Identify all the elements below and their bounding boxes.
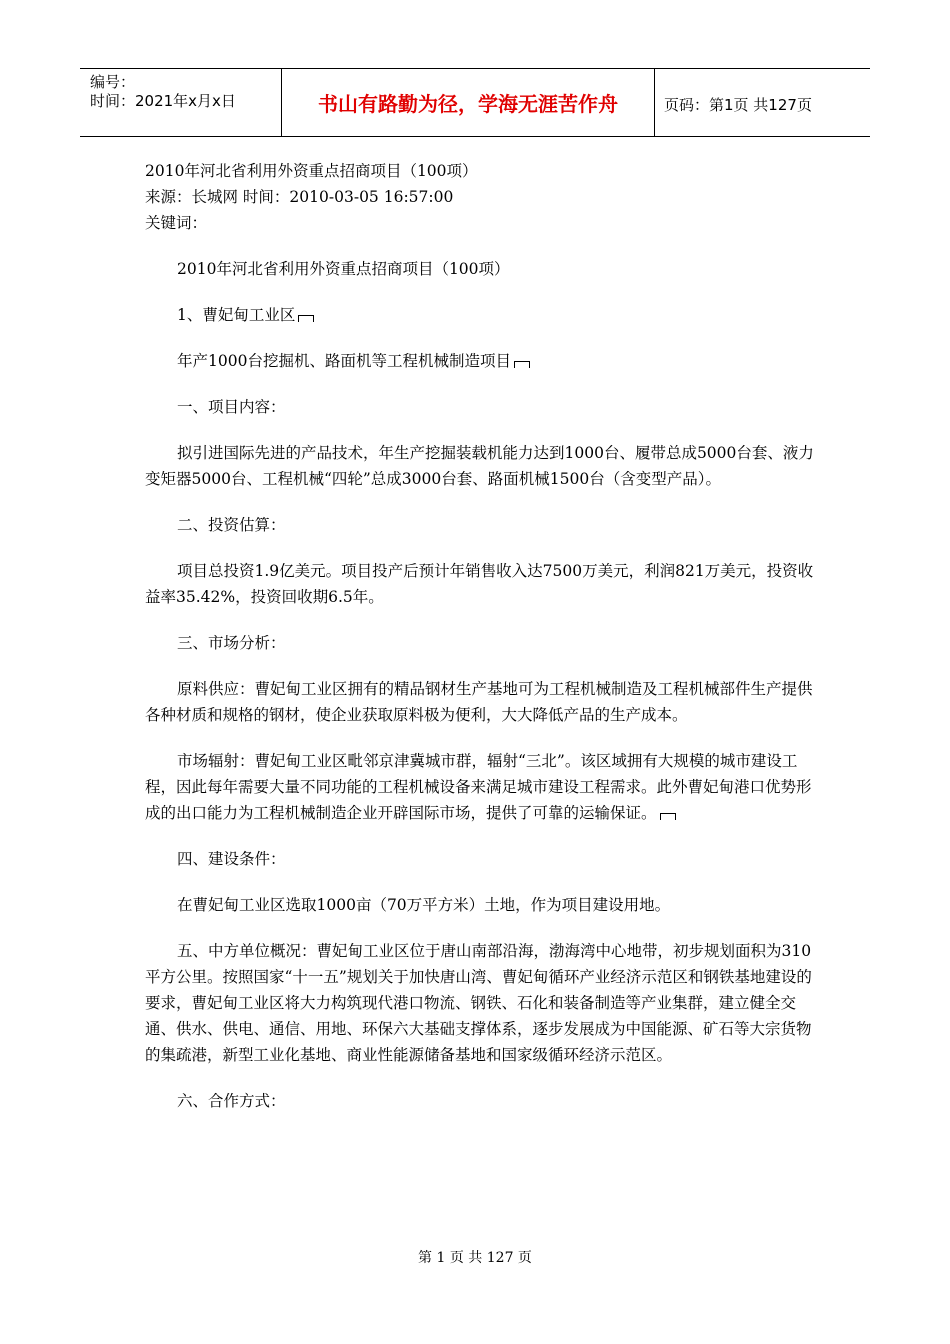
page-header xyxy=(80,68,870,137)
time-label: 时间：2021年x月x日 xyxy=(90,92,236,110)
section-body: 在曹妃甸工业区选取1000亩（70万平方米）土地，作为项目建设用地。 xyxy=(177,896,671,914)
motto: 书山有路勤为径，学海无涯苦作舟 xyxy=(318,92,618,116)
project-name xyxy=(145,348,817,374)
heading-repeat: 2010年河北省利用外资重点招商项目（100项） xyxy=(177,260,510,278)
paragraph-mark-icon xyxy=(298,315,314,322)
source-line: 来源：长城网 时间：2010-03-05 16:57:00 xyxy=(145,188,454,206)
paragraph-mark-icon xyxy=(660,813,676,820)
section-title: 三、市场分析： xyxy=(177,634,286,652)
header-page-info: 页码：第1页 共127页 xyxy=(664,96,812,114)
section-body: 项目总投资1.9亿美元。项目投产后预计年销售收入达7500万美元，利润821万美元，投资收益率35.42%，投资回收期6.5年。 xyxy=(145,562,814,606)
section-body xyxy=(145,748,817,826)
header-info xyxy=(80,69,281,136)
section-body-text: 市场辐射：曹妃甸工业区毗邻京津冀城市群，辐射“三北”。该区域拥有大规模的城市建设工程，因此每年需要大量不同功能的工程机械设备来满足城市建设工程需求。此外曹妃甸港口优势形成的出口能力为工程机械制造企业开辟国际市场，提供了可靠的运输保证。 xyxy=(145,752,812,822)
page-footer: 第 1 页 共 127 页 xyxy=(418,1250,532,1266)
item-heading-text: 1、曹妃甸工业区 xyxy=(177,306,296,324)
section-title: 二、投资估算： xyxy=(177,516,286,534)
project-name-text: 年产1000台挖掘机、路面机等工程机械制造项目 xyxy=(177,352,511,370)
section-title: 六、合作方式： xyxy=(177,1092,286,1110)
header-motto-cell xyxy=(281,69,655,136)
section-title: 一、项目内容： xyxy=(177,398,286,416)
item-heading xyxy=(145,302,817,328)
section-title: 四、建设条件： xyxy=(177,850,286,868)
paragraph-mark-icon xyxy=(514,361,530,368)
section-body: 五、中方单位概况：曹妃甸工业区位于唐山南部沿海，渤海湾中心地带，初步规划面积为310平方公里。按照国家“十一五”规划关于加快唐山湾、曹妃甸循环产业经济示范区和钢铁基地建设的要求，曹妃甸工业区将大力构筑现代港口物流、钢铁、石化和装备制造等产业集群，建立健全交通、供水、供电、通信、用地、环保六大基础支撑体系，逐步发展成为中国能源、矿石等大宗货物的集疏港，新型工业化基地、商业性能源储备基地和国家级循环经济示范区。 xyxy=(145,942,812,1064)
section-body: 原料供应：曹妃甸工业区拥有的精品钢材生产基地可为工程机械制造及工程机械部件生产提供各种材质和规格的钢材，使企业获取原料极为便利，大大降低产品的生产成本。 xyxy=(145,680,813,724)
article-meta xyxy=(145,158,817,236)
document-body xyxy=(145,158,817,1114)
section-body: 拟引进国际先进的产品技术，年生产挖掘装载机能力达到1000台、履带总成5000台套、液力变矩器5000台、工程机械“四轮”总成3000台套、路面机械1500台（含变型产品）。 xyxy=(145,444,814,488)
keywords-label: 关键词： xyxy=(145,214,208,232)
number-label: 编号： xyxy=(90,73,136,91)
article-title: 2010年河北省利用外资重点招商项目（100项） xyxy=(145,162,478,180)
